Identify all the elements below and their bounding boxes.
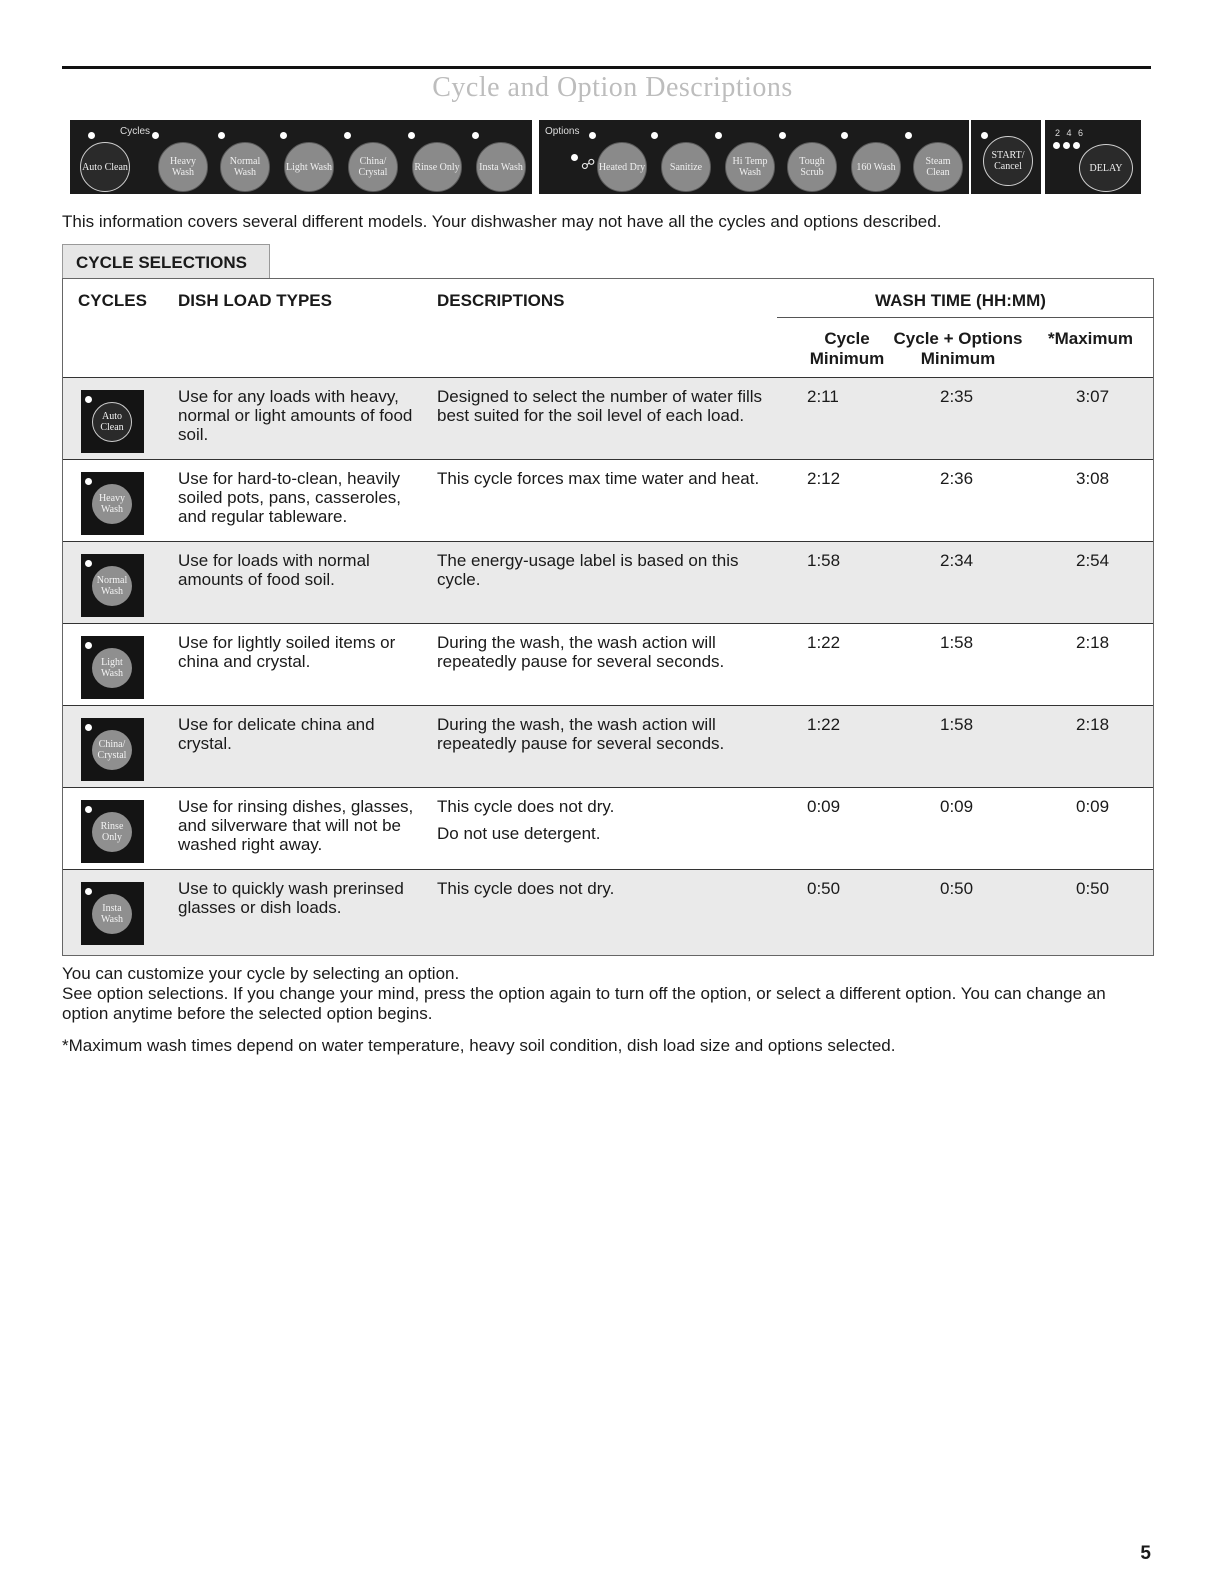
section-title: CYCLE SELECTIONS [62,244,270,278]
description: During the wash, the wash action will repeatedly pause for several seconds. [437,715,725,753]
maximum-time: 0:09 [1076,797,1110,816]
rinse-only-icon [81,800,144,863]
table-row [63,623,1153,705]
footer-line-2: See option selections. If you change your mind, press the option again to turn off the option, or select a different option. You can change an option anytime before the selected option begins. [62,984,1106,1023]
maximum-time: 0:50 [1076,879,1110,898]
cycle-options-min-time: 1:58 [940,715,974,734]
light-wash-icon [81,636,144,699]
sanitize-button[interactable]: Sanitize [661,142,711,192]
icon-label: Heavy Wash [92,484,132,524]
indicator-dot-icon [344,132,351,139]
china-crystal-button[interactable]: China/ Crystal [348,142,398,192]
light-wash-button[interactable]: Light Wash [284,142,334,192]
indicator-dot-icon [589,132,596,139]
load-type: Use for delicate china and crystal. [178,715,375,753]
table-row [63,377,1153,459]
indicator-dot-icon [472,132,479,139]
delay-hours-label: 2 4 6 [1055,128,1086,138]
header-cycle-options-line1: Cycle + Options [893,329,1023,348]
heated-dry-button[interactable]: Heated Dry [597,142,647,192]
header-rule [62,66,1151,69]
indicator-dot-icon [280,132,287,139]
footer-line-3: *Maximum wash times depend on water temperature, heavy soil condition, dish load size and options selected. [62,1036,896,1055]
cycle-options-min-time: 0:50 [940,879,974,898]
indicator-dot-icon [1053,142,1060,149]
cycle-options-min-time: 2:34 [940,551,974,570]
description: This cycle forces max time water and heat. [437,469,760,488]
indicator-dot-icon [88,132,95,139]
cycle-table [62,278,1154,956]
load-type: Use for hard-to-clean, heavily soiled pots, pans, casseroles, and regular tableware. [178,469,402,526]
maximum-time: 2:54 [1076,551,1110,570]
indicator-dot-icon [1063,142,1070,149]
table-row [63,869,1153,955]
normal-wash-button[interactable]: Normal Wash [220,142,270,192]
indicator-dot-icon [218,132,225,139]
table-row [63,705,1153,787]
options-label: Options [545,126,580,137]
description: This cycle does not dry. [437,879,615,898]
indicator-dot-icon [841,132,848,139]
icon-label: Rinse Only [92,812,132,852]
page-title: Cycle and Option Descriptions [432,72,793,103]
icon-label: China/ Crystal [92,730,132,770]
footer-line-1: You can customize your cycle by selecting an option. [62,964,460,983]
header-cycle-min-line2: Minimum [809,349,885,368]
cycle-min-time: 1:58 [807,551,841,570]
header-maximum: *Maximum [1048,329,1134,348]
cycle-min-time: 1:22 [807,633,841,652]
page-number: 5 [1140,1543,1151,1564]
table-row [63,541,1153,623]
indicator-dot-icon [905,132,912,139]
intro-text: This information covers several different models. Your dishwasher may not have all the cycles and options described. [62,212,942,231]
options-panel [539,120,969,194]
indicator-dot-icon [981,132,988,139]
cycle-options-min-time: 0:09 [940,797,974,816]
delay-button[interactable]: DELAY [1079,144,1133,192]
auto-clean-icon [81,390,144,453]
indicator-dot-icon [152,132,159,139]
cycle-min-time: 0:09 [807,797,841,816]
lock-icon: ☍ [581,156,596,172]
maximum-time: 3:07 [1076,387,1110,406]
delay-panel [1045,120,1141,194]
table-row [63,787,1153,869]
heavy-wash-icon [81,472,144,535]
indicator-dot-icon [1073,142,1080,149]
insta-wash-icon [81,882,144,945]
indicator-dot-icon [651,132,658,139]
china-crystal-icon [81,718,144,781]
header-cycle-min-line1: Cycle [824,329,870,348]
load-type: Use for lightly soiled items or china and crystal. [178,633,396,671]
description: Designed to select the number of water fills best suited for the soil level of each load. [437,387,763,425]
header-cycles: CYCLES [78,291,147,310]
description: The energy-usage label is based on this cycle. [437,551,739,589]
insta-wash-button[interactable]: Insta Wash [476,142,526,192]
maximum-time: 3:08 [1076,469,1110,488]
load-type: Use for any loads with heavy, normal or light amounts of food soil. [178,387,413,444]
cycle-options-min-time: 1:58 [940,633,974,652]
hi-temp-wash-button[interactable]: Hi Temp Wash [725,142,775,192]
start-panel [971,120,1041,194]
cycles-panel [70,120,532,194]
cycle-options-min-time: 2:35 [940,387,974,406]
icon-label: Normal Wash [92,566,132,606]
cycle-options-min-time: 2:36 [940,469,974,488]
indicator-dot-icon [715,132,722,139]
indicator-dot-icon [571,154,578,161]
cycle-min-time: 1:22 [807,715,841,734]
indicator-dot-icon [408,132,415,139]
header-cycle-options-line2: Minimum [920,349,996,368]
maximum-time: 2:18 [1076,633,1110,652]
heavy-wash-button[interactable]: Heavy Wash [158,142,208,192]
cycle-min-time: 2:11 [807,387,839,406]
icon-label: Insta Wash [92,894,132,934]
load-type: Use to quickly wash prerinsed glasses or dish loads. [178,879,404,917]
load-type: Use for rinsing dishes, glasses, and silverware that will not be washed right away. [178,797,414,854]
header-descriptions: DESCRIPTIONS [437,291,565,310]
start-cancel-button[interactable]: START/ Cancel [983,136,1033,186]
wash-time-divider [777,317,1154,318]
icon-label: Light Wash [92,648,132,688]
header-wash-time: WASH TIME (HH:MM) [875,291,1046,310]
header-cycle-options-min [883,329,1033,369]
160-wash-button[interactable]: 160 Wash [851,142,901,192]
load-type: Use for loads with normal amounts of food soil. [178,551,370,589]
description: This cycle does not dry. [437,797,615,816]
cycles-label: Cycles [120,126,151,137]
indicator-dot-icon [779,132,786,139]
table-row [63,459,1153,541]
header-load-types: DISH LOAD TYPES [178,291,332,310]
auto-clean-button[interactable]: Auto Clean [80,142,130,192]
description: During the wash, the wash action will repeatedly pause for several seconds. [437,633,725,671]
description-note: Do not use detergent. [437,824,601,843]
cycle-min-time: 0:50 [807,879,841,898]
steam-clean-button[interactable]: Steam Clean [913,142,963,192]
rinse-only-button[interactable]: Rinse Only [412,142,462,192]
tough-scrub-button[interactable]: Tough Scrub [787,142,837,192]
normal-wash-icon [81,554,144,617]
cycle-min-time: 2:12 [807,469,841,488]
maximum-time: 2:18 [1076,715,1110,734]
icon-label: Auto Clean [92,402,132,442]
